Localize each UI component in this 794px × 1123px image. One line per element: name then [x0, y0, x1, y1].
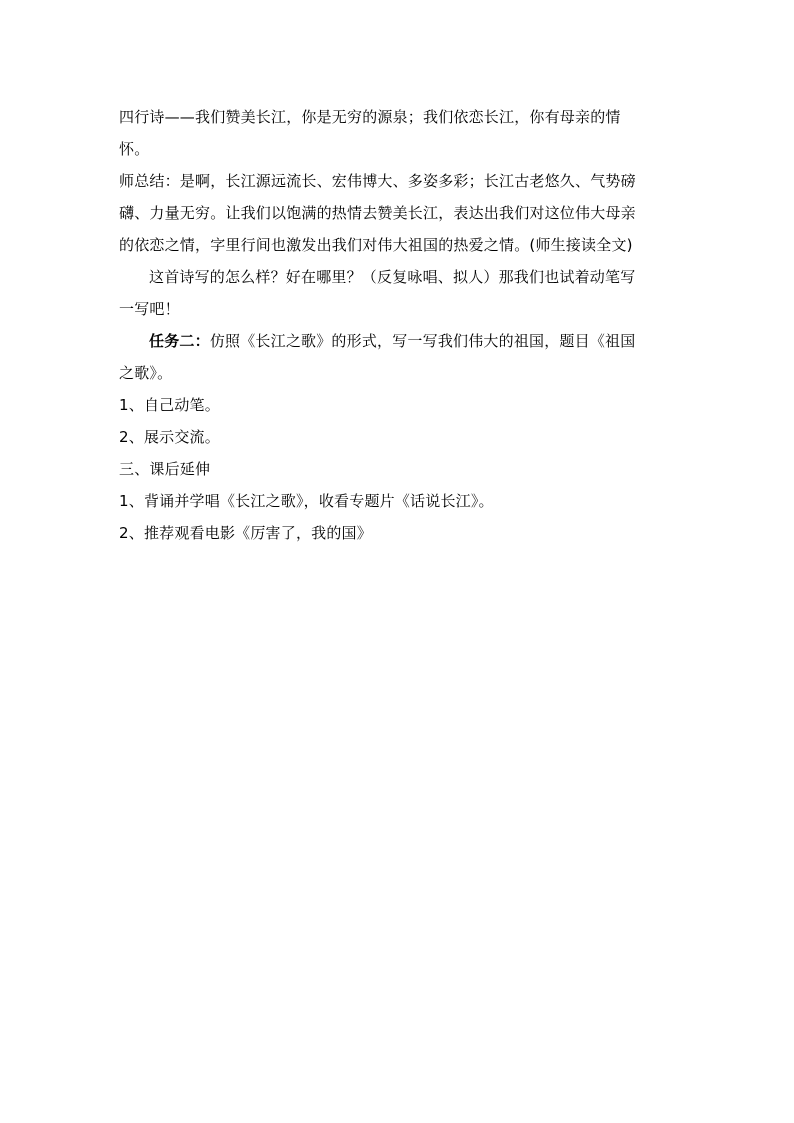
extension-item: 2、推荐观看电影《厉害了，我的国》	[119, 524, 372, 542]
poem-summary-line-1: 四行诗——我们赞美长江，你是无穷的源泉；我们依恋长江，你有母亲的情	[119, 108, 621, 126]
extension-item: 1、背诵并学唱《长江之歌》，收看专题片《话说长江》。	[119, 492, 494, 510]
task-two-text: 仿照《长江之歌》的形式，写一写我们伟大的祖国，题目《祖国	[209, 332, 636, 350]
step-item: 1、自己动笔。	[119, 396, 220, 414]
teacher-summary-line-1: 师总结：是啊，长江源远流长、宏伟博大、多姿多彩；长江古老悠久、气势磅	[119, 172, 636, 190]
question-line-2: 一写吧！	[119, 300, 180, 318]
step-item: 2、展示交流。	[119, 428, 220, 446]
task-two-line-1	[119, 325, 675, 357]
task-two-line-2: 之歌》。	[119, 364, 173, 382]
poem-summary-line-2: 怀。	[119, 140, 150, 158]
teacher-summary-line-2: 礴、力量无穷。让我们以饱满的热情去赞美长江，表达出我们对这位伟大母亲	[119, 204, 636, 222]
task-two-label: 任务二：	[149, 332, 210, 350]
question-line-1: 这首诗写的怎么样？好在哪里？（反复咏唱、拟人）那我们也试着动笔写	[149, 268, 636, 286]
document-body	[119, 101, 675, 549]
teacher-summary-line-3: 的依恋之情，字里行间也激发出我们对伟大祖国的热爱之情。(师生接读全文)	[119, 236, 633, 254]
section-heading: 三、课后延伸	[119, 460, 211, 478]
